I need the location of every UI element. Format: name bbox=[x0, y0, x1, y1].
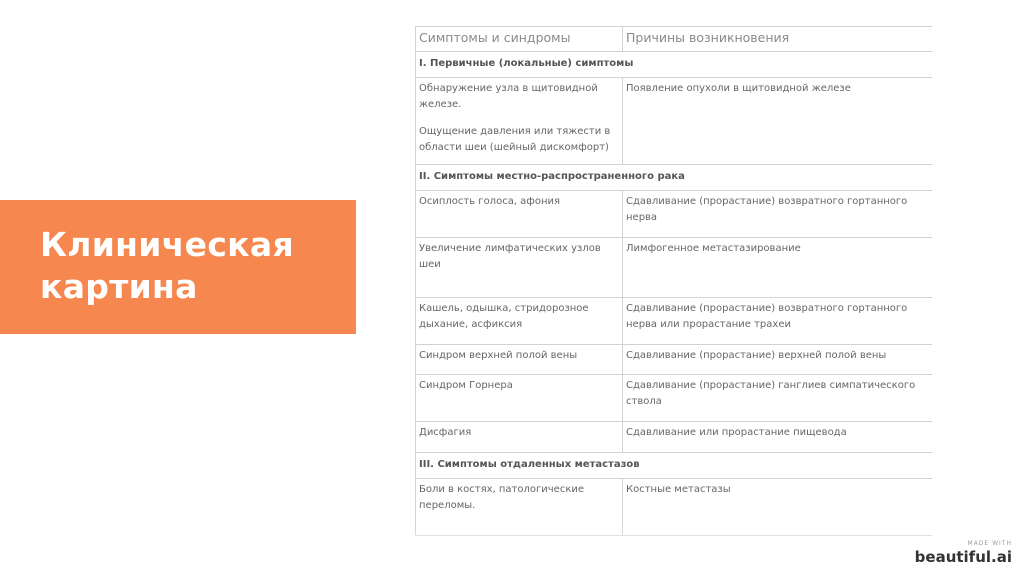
watermark-brand: beautiful.ai bbox=[914, 548, 1012, 566]
symptoms-table bbox=[415, 26, 932, 536]
symptom-cell: Синдром Горнера bbox=[416, 375, 623, 422]
watermark-made-with: MADE WITH bbox=[967, 540, 1012, 547]
cause-cell: Лимфогенное метастазирование bbox=[623, 238, 933, 298]
slide-title-line-2: картина bbox=[40, 267, 198, 306]
table-row bbox=[416, 298, 933, 345]
column-header-causes: Причины возникновения bbox=[623, 27, 933, 52]
table-row bbox=[416, 238, 933, 298]
symptom-cell: Осиплость голоса, афония bbox=[416, 191, 623, 238]
symptoms-table-container bbox=[415, 26, 932, 548]
cause-cell: Сдавливание (прорастание) верхней полой вены bbox=[623, 345, 933, 375]
section-title: I. Первичные (локальные) симптомы bbox=[416, 52, 933, 78]
symptom-cell: Кашель, одышка, стридорозное дыхание, асфиксия bbox=[416, 298, 623, 345]
table-row bbox=[416, 375, 933, 422]
symptom-cell: Синдром верхней полой вены bbox=[416, 345, 623, 375]
title-panel bbox=[0, 200, 356, 334]
table-row bbox=[416, 422, 933, 453]
table-row bbox=[416, 479, 933, 536]
slide-title-line-1: Клиническая bbox=[40, 225, 294, 264]
symptom-cell: Увеличение лимфатических узлов шеи bbox=[416, 238, 623, 298]
symptom-cell: Дисфагия bbox=[416, 422, 623, 453]
section-title: III. Симптомы отдаленных метастазов bbox=[416, 453, 933, 479]
symptom-cell bbox=[416, 78, 623, 165]
section-row-distant bbox=[416, 453, 933, 479]
symptom-text: Ощущение давления или тяжести в области шеи (шейный дискомфорт) bbox=[419, 126, 611, 153]
table-row bbox=[416, 78, 933, 165]
section-title: II. Симптомы местно-распространенного рака bbox=[416, 165, 933, 191]
cause-cell: Сдавливание или прорастание пищевода bbox=[623, 422, 933, 453]
table-header-row bbox=[416, 27, 933, 52]
table-row bbox=[416, 345, 933, 375]
cause-cell: Появление опухоли в щитовидной железе bbox=[623, 78, 933, 165]
cause-cell: Сдавливание (прорастание) возвратного гортанного нерва bbox=[623, 191, 933, 238]
cause-cell: Сдавливание (прорастание) возвратного гортанного нерва или прорастание трахеи bbox=[623, 298, 933, 345]
cause-cell: Сдавливание (прорастание) ганглиев симпатического ствола bbox=[623, 375, 933, 422]
symptom-text: Обнаружение узла в щитовидной железе. bbox=[419, 83, 598, 110]
column-header-symptoms: Симптомы и синдромы bbox=[416, 27, 623, 52]
beautiful-ai-watermark bbox=[915, 540, 1012, 566]
cause-cell: Костные метастазы bbox=[623, 479, 933, 536]
section-row-local bbox=[416, 165, 933, 191]
table-row bbox=[416, 191, 933, 238]
symptom-cell: Боли в костях, патологические переломы. bbox=[416, 479, 623, 536]
section-row-primary bbox=[416, 52, 933, 78]
